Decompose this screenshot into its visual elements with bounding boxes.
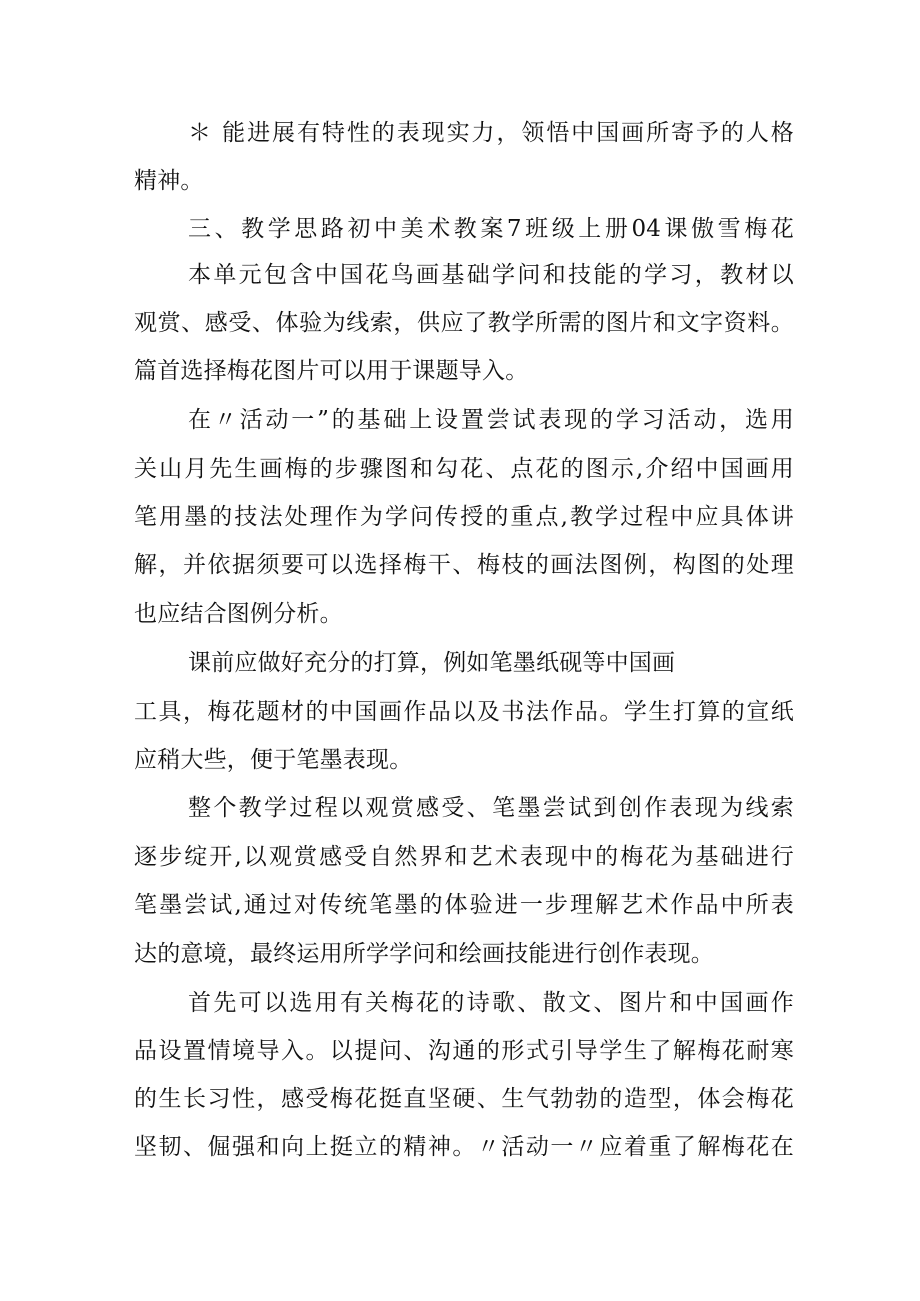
text-line: 在〃活动一”的基础上设置尝试表现的学习活动，选用 [188, 407, 794, 433]
text-line: 课前应做好充分的打算，例如笔墨纸砚等中国画 [188, 650, 676, 676]
text-line: 坚韧、倔强和向上挺立的精神。〃活动一〃应着重了解梅花在 [134, 1134, 794, 1160]
section-heading: 三、教学思路初中美术教案7班级上册04课傲雪梅花 [188, 216, 794, 242]
text-line: 本单元包含中国花鸟画基础学问和技能的学习，教材以 [188, 262, 794, 288]
text-line: 笔用墨的技法处理作为学问传授的重点,教学过程中应具体讲 [134, 504, 794, 530]
text-line: 整个教学过程以观赏感受、笔墨尝试到创作表现为线索 [188, 795, 794, 821]
text-line: ＊ 能进展有特性的表现实力，领悟中国画所寄予的人格 [188, 120, 794, 146]
text-line: 品设置情境导入。以提问、沟通的形式引导学生了解梅花耐寒 [134, 1038, 794, 1064]
text-line: 应稍大些，便于笔墨表现。 [134, 747, 413, 773]
text-line: 笔墨尝试,通过对传统笔墨的体验进一步理解艺术作品中所表 [134, 892, 794, 918]
text-line: 也应结合图例分析。 [134, 601, 343, 627]
text-line: 精神。 [134, 168, 204, 194]
text-line: 的生长习性，感受梅花挺直坚硬、生气勃勃的造型，体会梅花 [134, 1086, 794, 1112]
text-line: 解，并依据须要可以选择梅干、梅枝的画法图例，构图的处理 [134, 552, 794, 578]
text-line: 逐步绽开,以观赏感受自然界和艺术表现中的梅花为基础进行 [134, 844, 794, 870]
text-line: 篇首选择梅花图片可以用于课题导入。 [134, 358, 529, 384]
text-line: 工具，梅花题材的中国画作品以及书法作品。学生打算的宣纸 [134, 699, 794, 725]
text-line: 达的意境，最终运用所学学问和绘画技能进行创作表现。 [134, 941, 714, 967]
text-line: 首先可以选用有关梅花的诗歌、散文、图片和中国画作 [188, 990, 794, 1016]
text-line: 关山月先生画梅的步骤图和勾花、点花的图示,介绍中国画用 [134, 456, 794, 482]
text-line: 观赏、感受、体验为线索，供应了教学所需的图片和文字资料。 [134, 310, 794, 336]
